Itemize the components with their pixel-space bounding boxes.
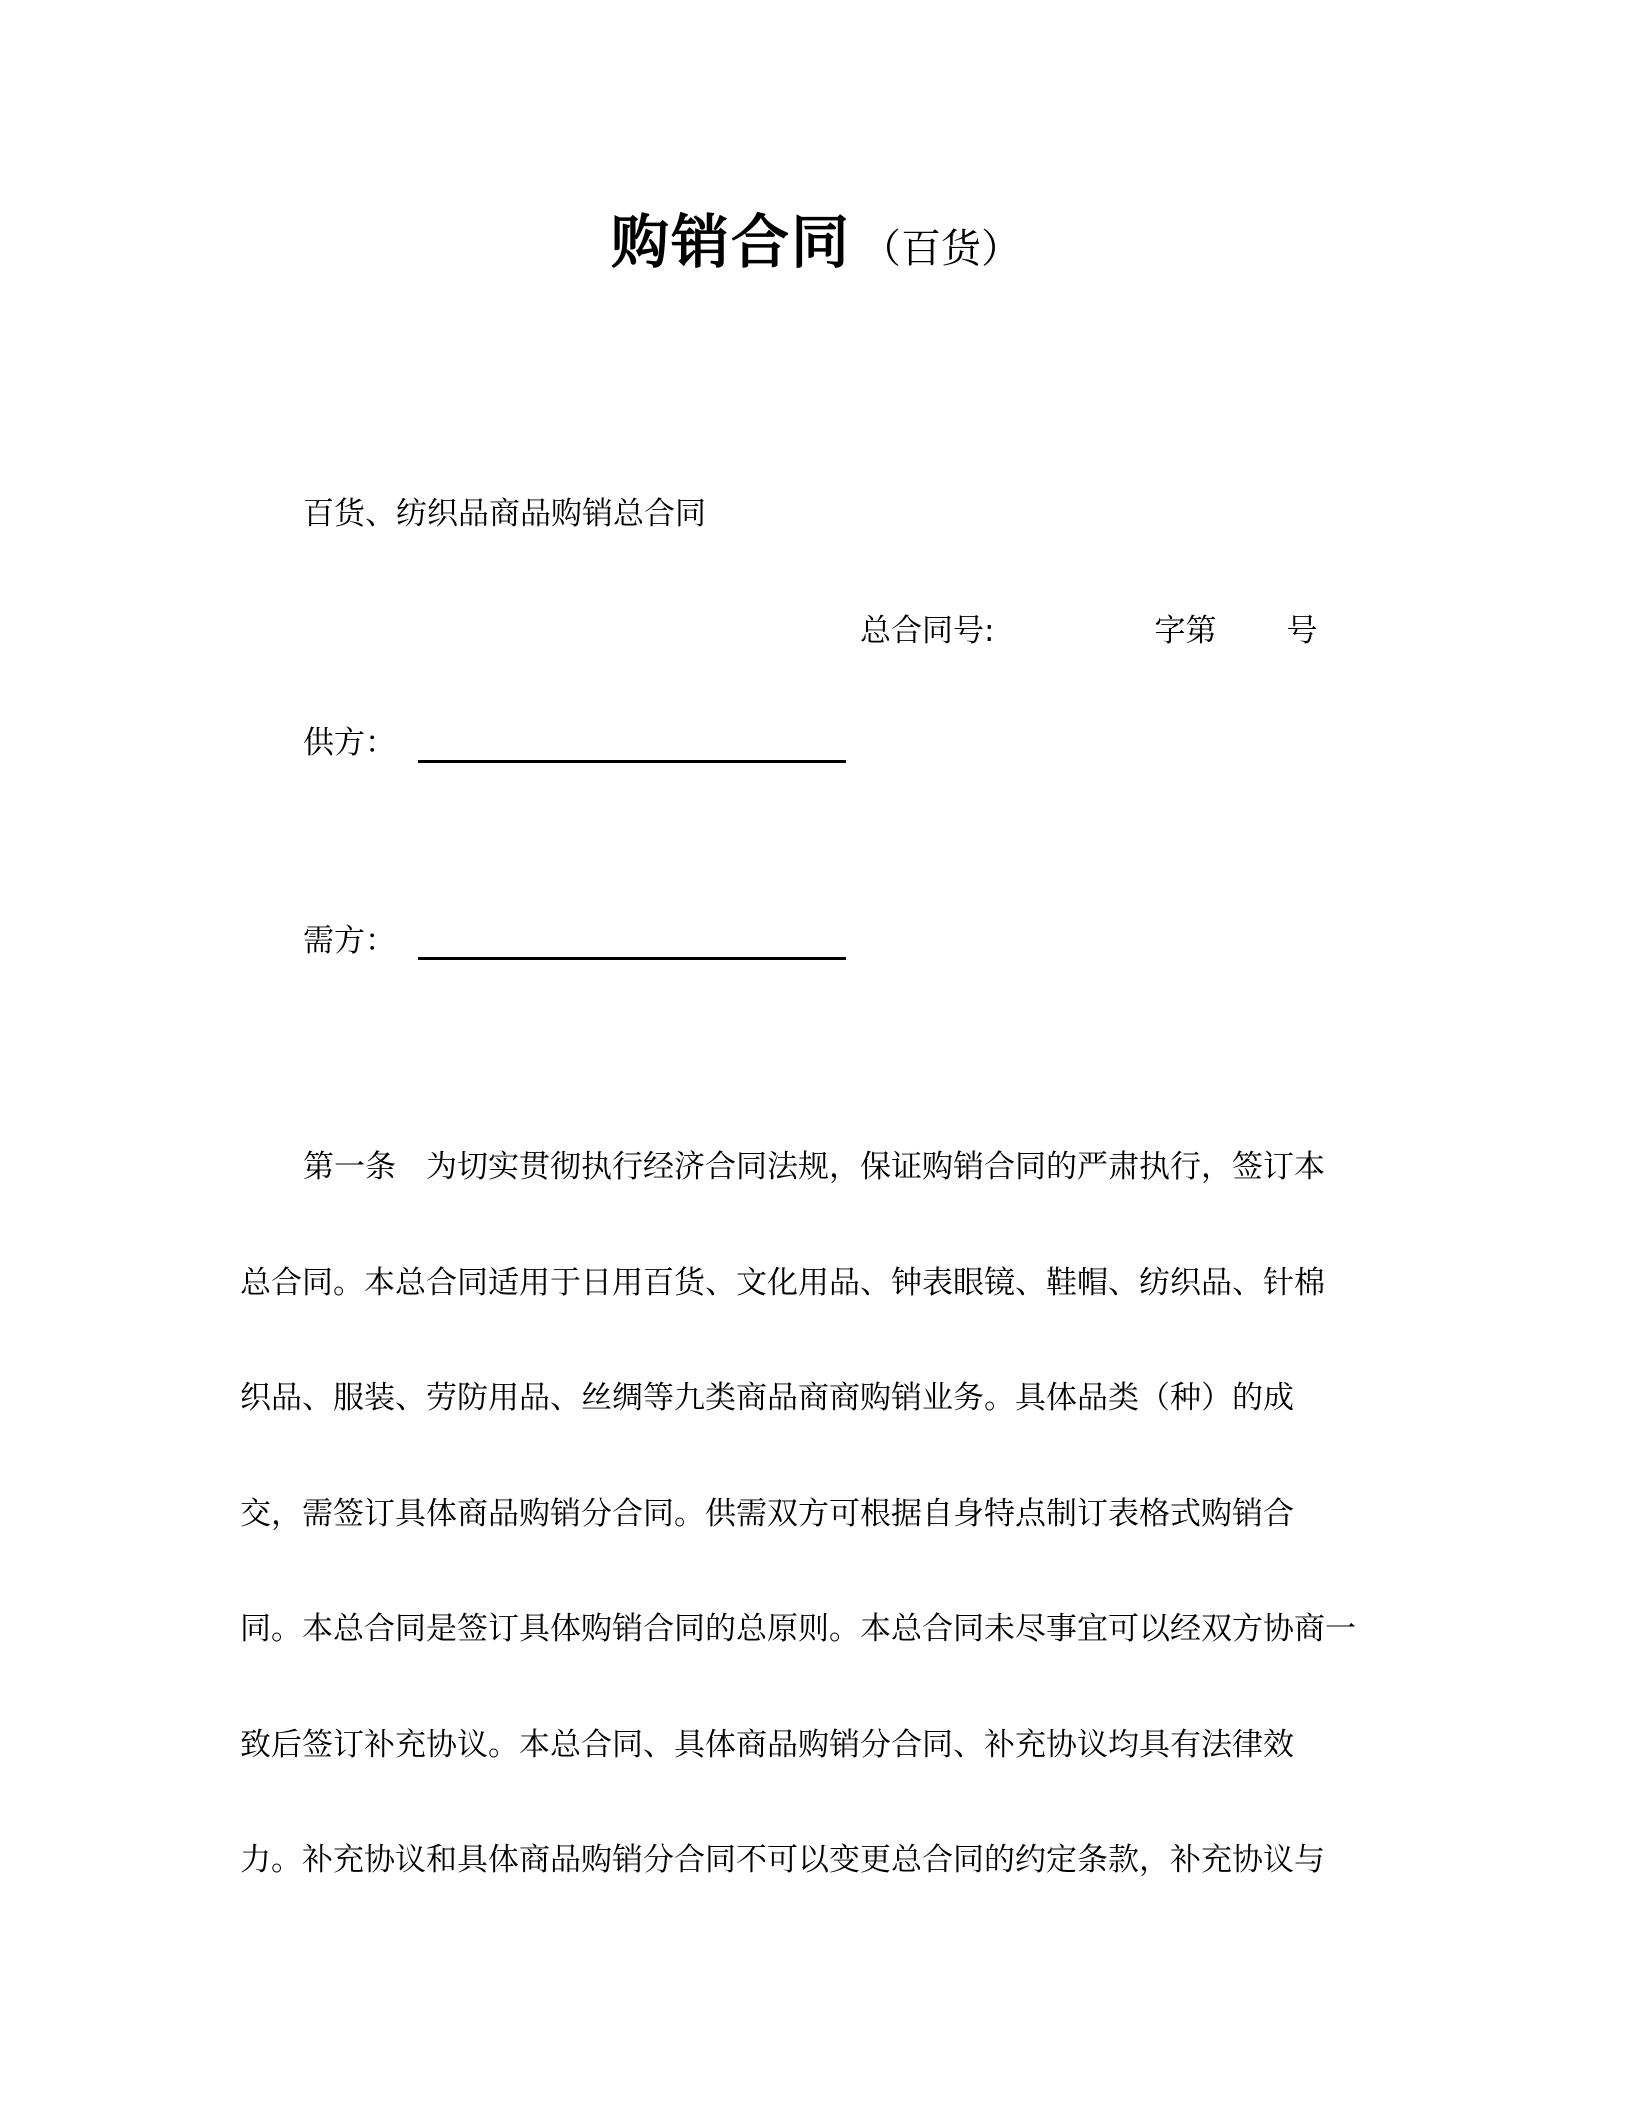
supplier-label: 供方：: [303, 725, 396, 761]
contract-number: [860, 605, 1317, 650]
article-text: 为切实贯彻执行经济合同法规，保证购销合同的严肃执行，签订本: [426, 1149, 1325, 1185]
document-subtitle: 百货、纺织品商品购销总合同: [303, 496, 706, 532]
supplier-field[interactable]: [418, 760, 846, 763]
document-title: [0, 195, 1632, 279]
buyer-label: 需方：: [303, 923, 396, 959]
article-line: 同。本总合同是签订具体购销合同的总原则。本总合同未尽事宜可以经双方协商一: [240, 1611, 1356, 1647]
article-heading: 第一条: [303, 1149, 396, 1185]
article-line: 交，需签订具体商品购销分合同。供需双方可根据自身特点制订表格式购销合: [240, 1495, 1294, 1532]
article-1: [240, 1110, 1405, 1919]
article-line: [240, 1110, 1405, 1226]
article-line: 织品、服装、劳防用品、丝绸等九类商品商商购销业务。具体品类（种）的成: [240, 1380, 1294, 1416]
article-line: 力。补充协议和具体商品购销分合同不可以变更总合同的约定条款，补充协议与: [240, 1842, 1325, 1878]
article-line: 总合同。本总合同适用于日用百货、文化用品、钟表眼镜、鞋帽、纺织品、针棉: [240, 1264, 1325, 1301]
contract-number-label: 总合同号:: [860, 613, 995, 649]
title-main: 购销合同: [610, 208, 851, 276]
title-suffix: （百货）: [861, 226, 1021, 272]
buyer-field[interactable]: [418, 957, 846, 960]
contract-word-label: 字第: [1154, 613, 1217, 649]
article-line: 致后签订补充协议。本总合同、具体商品购销分合同、补充协议均具有法律效: [240, 1726, 1294, 1763]
contract-number-suffix: 号: [1286, 613, 1318, 649]
